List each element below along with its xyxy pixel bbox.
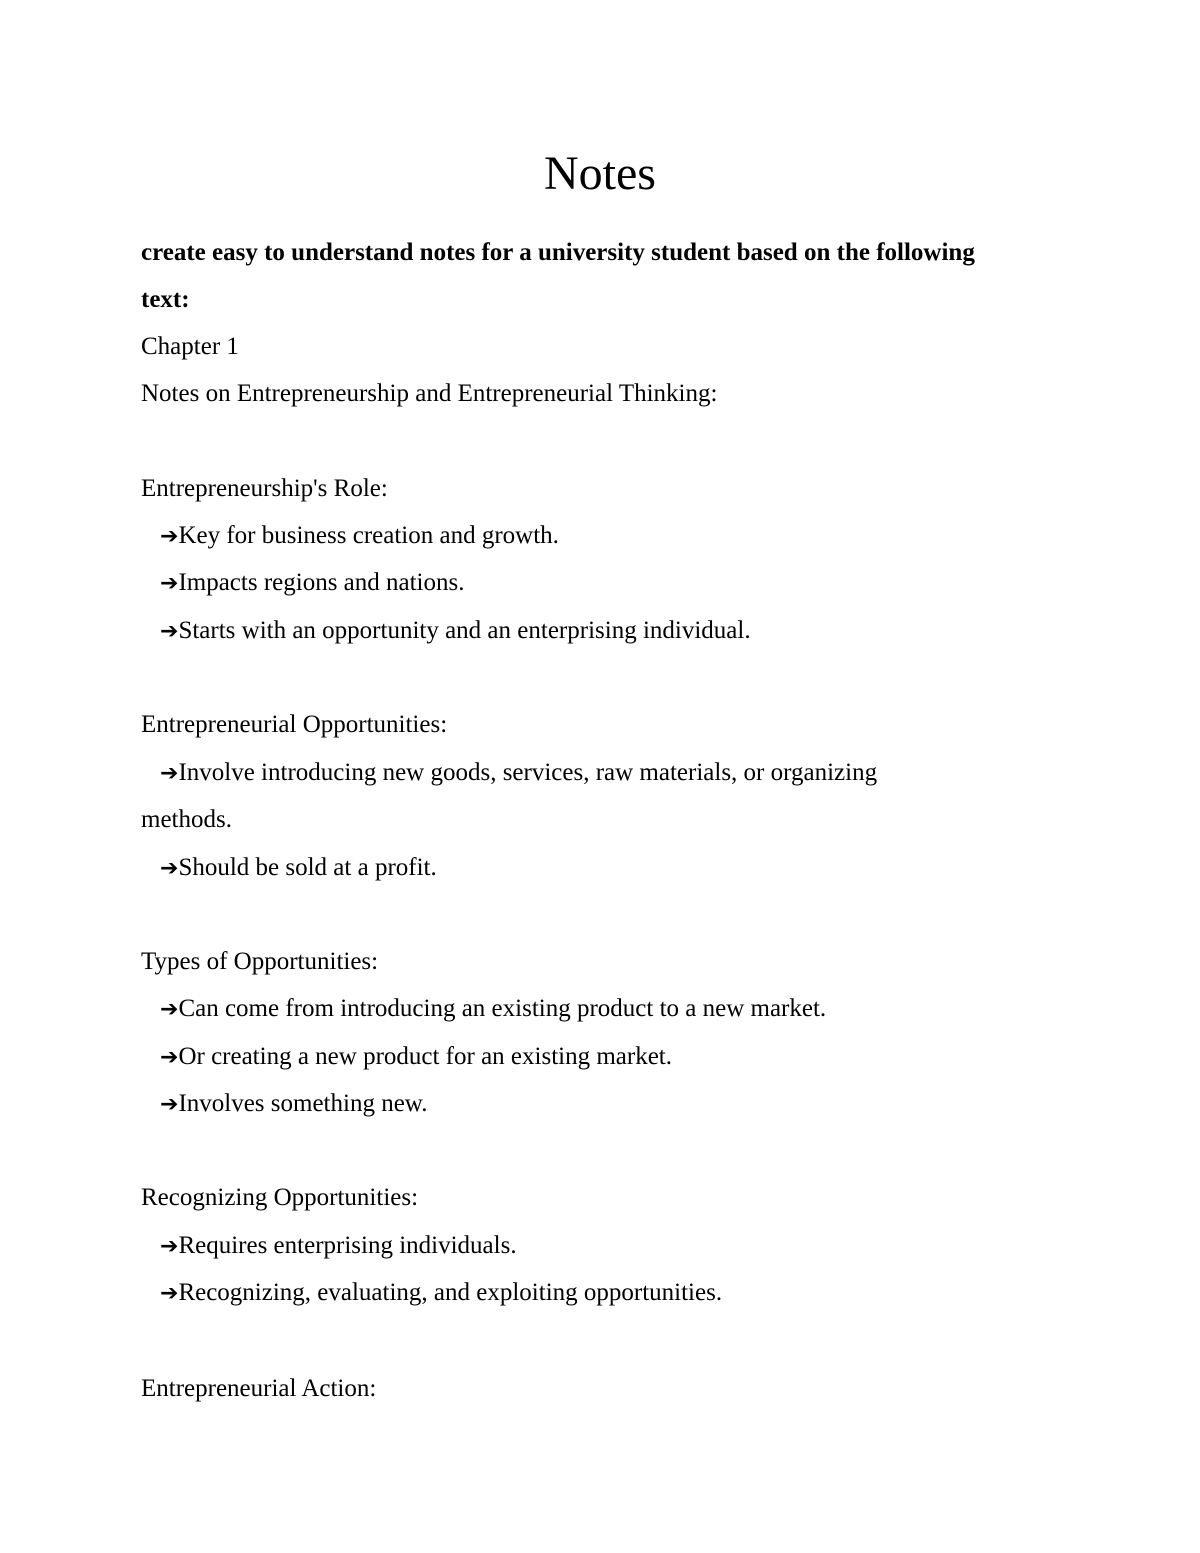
arrow-bullet-icon: ➔ xyxy=(160,761,179,786)
prompt-line-1: create easy to understand notes for a university student based on the following xyxy=(141,239,975,266)
section-heading-recognizing: Recognizing Opportunities: xyxy=(141,1184,419,1211)
arrow-bullet-icon: ➔ xyxy=(160,571,179,596)
section-heading-opportunities: Entrepreneurial Opportunities: xyxy=(141,711,448,738)
list-item: ➔Involves something new. xyxy=(160,1090,428,1117)
list-item: ➔Requires enterprising individuals. xyxy=(160,1232,517,1259)
list-item: ➔Recognizing, evaluating, and exploiting opportunities. xyxy=(160,1279,723,1306)
arrow-bullet-icon: ➔ xyxy=(160,856,179,881)
page-title: Notes xyxy=(544,147,656,200)
section-heading-types: Types of Opportunities: xyxy=(141,948,379,975)
list-item: ➔Involve introducing new goods, services, raw materials, or organizing xyxy=(160,759,878,786)
section-heading-action: Entrepreneurial Action: xyxy=(141,1375,377,1402)
list-item: ➔Should be sold at a profit. xyxy=(160,854,437,881)
list-item-continuation: methods. xyxy=(141,806,232,833)
arrow-bullet-icon: ➔ xyxy=(160,1045,179,1070)
list-item: ➔Starts with an opportunity and an enterprising individual. xyxy=(160,617,751,644)
list-item: ➔Can come from introducing an existing product to a new market. xyxy=(160,995,827,1022)
arrow-bullet-icon: ➔ xyxy=(160,1234,179,1259)
arrow-bullet-icon: ➔ xyxy=(160,619,179,644)
arrow-bullet-icon: ➔ xyxy=(160,997,179,1022)
arrow-bullet-icon: ➔ xyxy=(160,524,179,549)
chapter-label: Chapter 1 xyxy=(141,333,239,360)
prompt-line-2: text: xyxy=(141,286,190,313)
list-item: ➔Or creating a new product for an existing market. xyxy=(160,1043,673,1070)
arrow-bullet-icon: ➔ xyxy=(160,1281,179,1306)
list-item: ➔Impacts regions and nations. xyxy=(160,569,465,596)
arrow-bullet-icon: ➔ xyxy=(160,1092,179,1117)
notes-subtitle: Notes on Entrepreneurship and Entrepreneurial Thinking: xyxy=(141,380,718,407)
section-heading-role: Entrepreneurship's Role: xyxy=(141,475,388,502)
list-item: ➔Key for business creation and growth. xyxy=(160,522,559,549)
